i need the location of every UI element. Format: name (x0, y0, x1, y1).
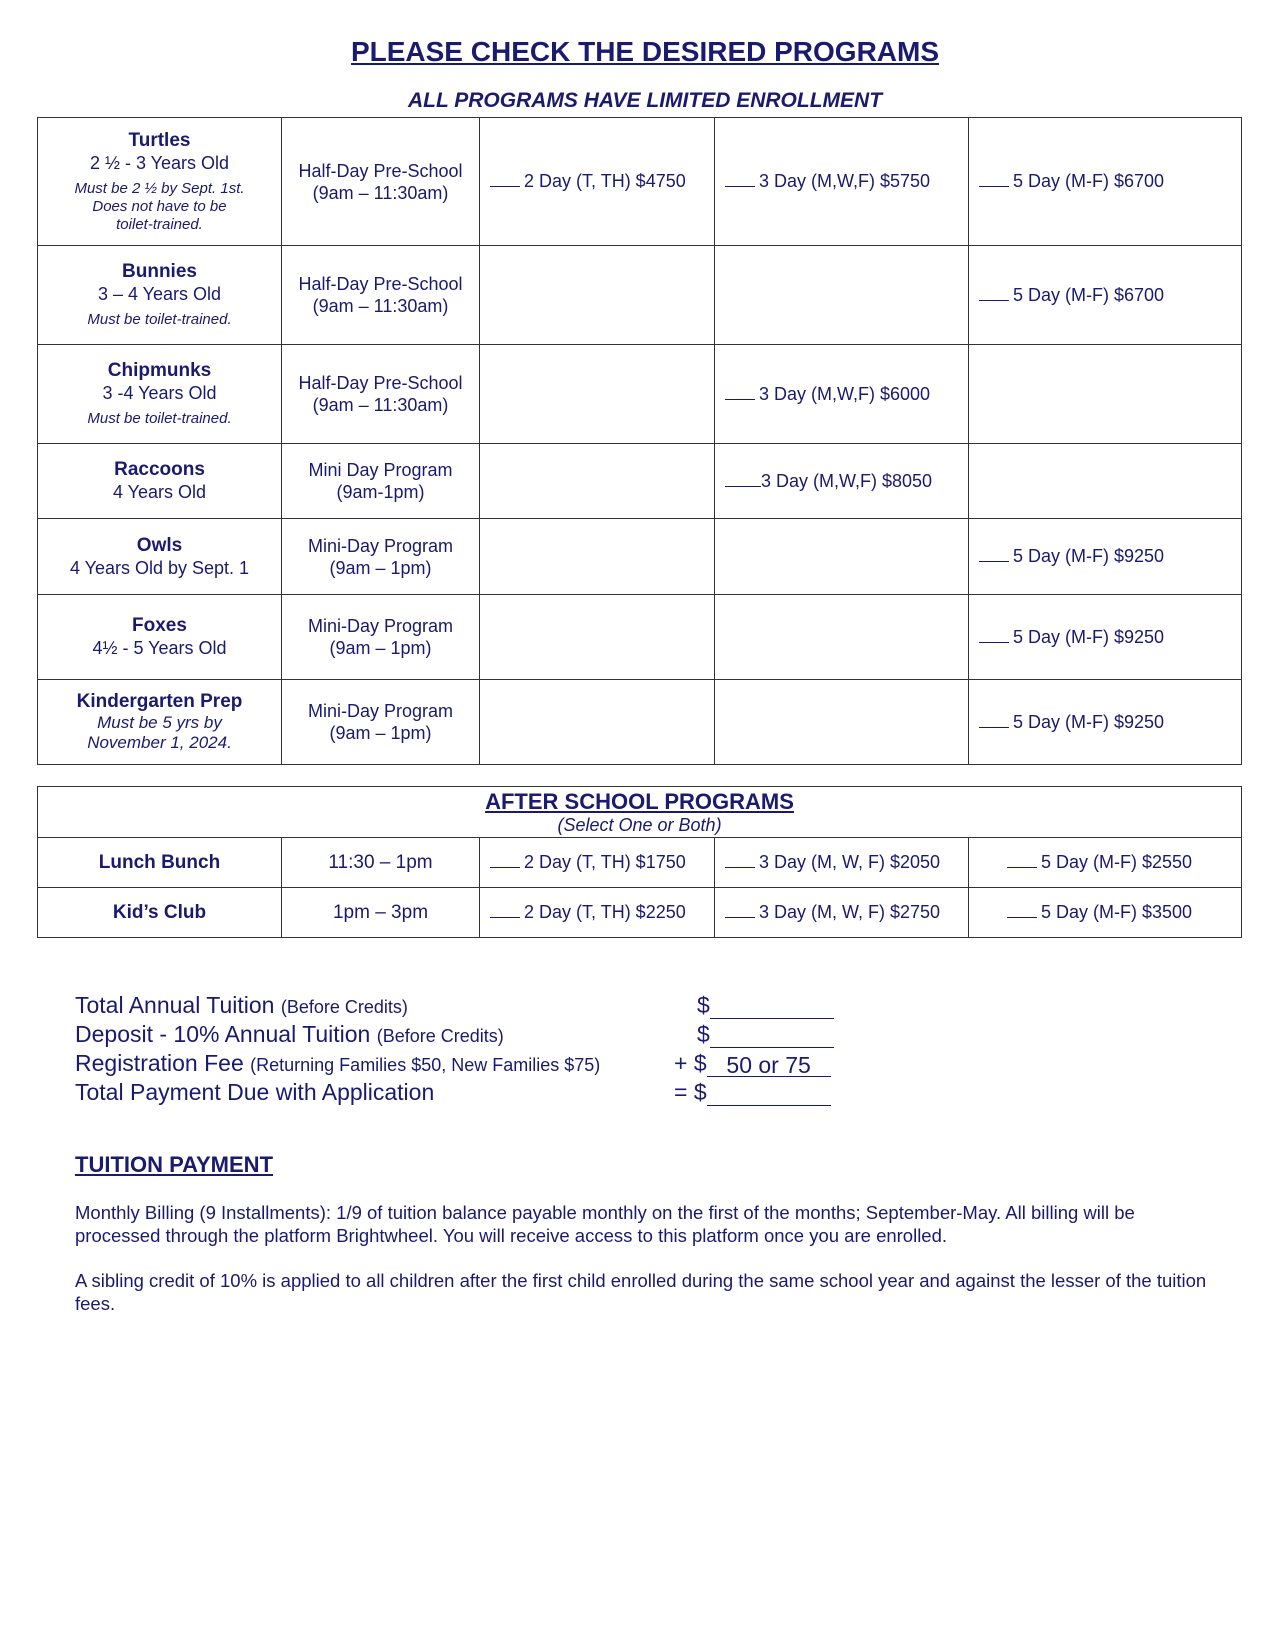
summary-deposit (75, 1021, 504, 1048)
option-label: 5 Day (M-F) $9250 (1013, 546, 1165, 566)
after-option-2-day[interactable] (480, 838, 715, 888)
program-age: 2 ½ - 3 Years Old (89, 152, 230, 173)
checkbox-blank[interactable] (979, 713, 1009, 728)
program-type-line: (9am – 1pm) (329, 723, 432, 743)
option-3-day[interactable] (715, 444, 969, 519)
program-type-line: (9am-1pm) (336, 482, 425, 502)
after-option-5-day[interactable] (969, 888, 1242, 938)
tuition-payment-p2: A sibling credit of 10% is applied to all children after the first child enrolled during the same school year and against the lesser of the tuition fees. (75, 1270, 1207, 1314)
option-label: 5 Day (M-F) $6700 (1013, 171, 1165, 191)
program-type-cell (282, 519, 480, 595)
after-school-header (38, 787, 1242, 838)
program-row (38, 345, 1242, 444)
after-option-3-day[interactable] (715, 888, 969, 938)
total-prefix: = $ (674, 1079, 707, 1105)
after-school-table (37, 786, 1242, 938)
tuition-prefix: $ (697, 992, 710, 1018)
program-age: 4½ - 5 Years Old (92, 638, 227, 658)
after-school-name: Kid’s Club (38, 888, 282, 938)
summary-tuition-label: Total Annual Tuition (75, 992, 275, 1018)
checkbox-blank[interactable] (490, 172, 520, 187)
summary-tuition (75, 992, 408, 1019)
option-3-day (715, 595, 969, 680)
program-name-cell (38, 444, 282, 519)
program-note: Must be 2 ½ by Sept. 1st. (74, 179, 245, 197)
deposit-blank[interactable] (710, 1023, 834, 1048)
program-note: Must be 5 yrs by (97, 713, 222, 732)
summary-total-label: Total Payment Due with Application (75, 1079, 435, 1105)
option-5-day[interactable] (969, 246, 1242, 345)
after-school-time: 11:30 – 1pm (282, 838, 480, 888)
checkbox-blank[interactable] (725, 472, 761, 487)
option-5-day[interactable] (969, 595, 1242, 680)
summary-total-amount[interactable] (674, 1079, 831, 1106)
option-label: 3 Day (M,W,F) $8050 (761, 470, 933, 491)
program-type-line: Half-Day Pre-School (298, 373, 463, 393)
summary-reg-note: (Returning Families $50, New Families $75) (250, 1055, 601, 1075)
program-note: toilet-trained. (116, 215, 203, 233)
option-5-day[interactable] (969, 680, 1242, 765)
option-label: 5 Day (M-F) $9250 (1013, 711, 1165, 732)
program-name-cell (38, 246, 282, 345)
summary-registration-amount (674, 1050, 831, 1077)
program-type-cell (282, 246, 480, 345)
option-label: 5 Day (M-F) $9250 (1013, 626, 1165, 647)
program-name: Kindergarten Prep (76, 691, 243, 712)
program-age: 3 – 4 Years Old (97, 284, 222, 304)
program-name: Chipmunks (107, 360, 212, 381)
summary-total (75, 1079, 434, 1106)
after-option-3-day[interactable] (715, 838, 969, 888)
program-type-cell (282, 595, 480, 680)
program-type-cell (282, 345, 480, 444)
program-type-line: Mini Day Program (308, 460, 453, 480)
checkbox-blank[interactable] (1007, 903, 1037, 918)
after-option-5-day[interactable] (969, 838, 1242, 888)
option-2-day (480, 246, 715, 345)
checkbox-blank[interactable] (979, 628, 1009, 643)
program-age: 4 Years Old by Sept. 1 (69, 557, 250, 578)
option-3-day (715, 246, 969, 345)
program-type-line: Mini-Day Program (307, 535, 454, 556)
program-type-line: Mini-Day Program (307, 616, 454, 636)
after-school-subheading: (Select One or Both) (557, 815, 722, 835)
option-label: 3 Day (M,W,F) $6000 (759, 383, 931, 404)
program-type-line: (9am – 11:30am) (312, 395, 449, 415)
option-label: 5 Day (M-F) $2550 (1041, 852, 1193, 872)
after-school-row (38, 838, 1242, 888)
tuition-payment-p1: Monthly Billing (9 Installments): 1/9 of tuition balance payable monthly on the first of the months; September-May. All billing will be processed through the platform Brightwheel. You will receive access to this platform once you are enrolled. (75, 1202, 1135, 1246)
checkbox-blank[interactable] (1007, 853, 1037, 868)
summary-deposit-note: (Before Credits) (376, 1026, 504, 1046)
option-label: 5 Day (M-F) $3500 (1041, 902, 1193, 922)
option-2-day (480, 345, 715, 444)
option-label: 2 Day (T, TH) $2250 (524, 902, 686, 922)
program-row (38, 118, 1242, 246)
deposit-prefix: $ (697, 1021, 710, 1047)
program-name-cell (38, 680, 282, 765)
program-note: November 1, 2024. (87, 733, 232, 752)
checkbox-blank[interactable] (490, 903, 520, 918)
after-school-row (38, 888, 1242, 938)
option-label: 2 Day (T, TH) $4750 (524, 171, 686, 191)
checkbox-blank[interactable] (725, 903, 755, 918)
summary-registration (75, 1050, 600, 1077)
page-title: PLEASE CHECK THE DESIRED PROGRAMS (350, 36, 940, 67)
checkbox-blank[interactable] (490, 853, 520, 868)
option-3-day[interactable] (715, 118, 969, 246)
program-note: Must be toilet-trained. (87, 410, 232, 427)
program-row (38, 444, 1242, 519)
option-label: 3 Day (M, W, F) $2750 (759, 902, 941, 922)
checkbox-blank[interactable] (725, 172, 755, 187)
option-label: 5 Day (M-F) $6700 (1013, 284, 1165, 305)
option-2-day (480, 595, 715, 680)
program-row (38, 595, 1242, 680)
program-type-line: (9am – 11:30am) (312, 182, 449, 203)
program-row (38, 246, 1242, 345)
program-type-cell (282, 444, 480, 519)
program-name-cell (38, 345, 282, 444)
option-label: 3 Day (M,W,F) $5750 (759, 171, 931, 191)
program-name: Owls (136, 534, 183, 556)
program-type-cell (282, 118, 480, 246)
program-row (38, 680, 1242, 765)
after-option-2-day[interactable] (480, 888, 715, 938)
program-type-line: Mini-Day Program (307, 701, 454, 721)
program-name: Turtles (128, 129, 191, 151)
option-3-day (715, 519, 969, 595)
checkbox-blank[interactable] (979, 547, 1009, 562)
option-label: 2 Day (T, TH) $1750 (524, 852, 686, 872)
checkbox-blank[interactable] (979, 172, 1009, 187)
program-type-line: Half-Day Pre-School (298, 160, 463, 181)
program-type-line: Half-Day Pre-School (298, 274, 463, 294)
program-name: Bunnies (122, 261, 197, 282)
program-name: Foxes (132, 615, 187, 636)
summary-tuition-amount[interactable] (697, 992, 834, 1019)
option-2-day[interactable] (480, 118, 715, 246)
option-2-day (480, 519, 715, 595)
option-2-day (480, 680, 715, 765)
after-school-heading: AFTER SCHOOL PROGRAMS (485, 789, 794, 814)
checkbox-blank[interactable] (725, 385, 755, 400)
option-5-day[interactable] (969, 519, 1242, 595)
reg-prefix: + $ (674, 1050, 707, 1076)
tuition-payment-heading: TUITION PAYMENT (75, 1152, 274, 1177)
programs-table (37, 117, 1242, 765)
program-type-line: (9am – 11:30am) (312, 296, 449, 316)
program-name-cell (38, 595, 282, 680)
program-name: Raccoons (114, 459, 205, 480)
program-note: Does not have to be (92, 197, 227, 215)
checkbox-blank[interactable] (725, 853, 755, 868)
reg-value: 50 or 75 (707, 1052, 831, 1077)
option-5-day[interactable] (969, 118, 1242, 246)
program-row (38, 519, 1242, 595)
option-5-day (969, 345, 1242, 444)
summary-deposit-amount[interactable] (697, 1021, 834, 1048)
after-school-time: 1pm – 3pm (282, 888, 480, 938)
program-name-cell (38, 519, 282, 595)
option-3-day[interactable] (715, 345, 969, 444)
program-type-cell (282, 680, 480, 765)
summary-tuition-note: (Before Credits) (280, 997, 408, 1017)
total-blank[interactable] (707, 1081, 831, 1106)
checkbox-blank[interactable] (979, 286, 1009, 301)
program-type-line: (9am – 1pm) (329, 557, 432, 578)
program-age: 4 Years Old (112, 482, 207, 502)
option-5-day (969, 444, 1242, 519)
program-type-line: (9am – 1pm) (329, 638, 432, 658)
option-3-day (715, 680, 969, 765)
after-school-name: Lunch Bunch (38, 838, 282, 888)
tuition-blank[interactable] (710, 994, 834, 1019)
summary-deposit-label: Deposit - 10% Annual Tuition (75, 1021, 371, 1047)
page-subtitle: ALL PROGRAMS HAVE LIMITED ENROLLMENT (407, 89, 883, 112)
program-note: Must be toilet-trained. (87, 311, 232, 328)
summary-reg-label: Registration Fee (75, 1050, 244, 1076)
option-2-day (480, 444, 715, 519)
program-name-cell (38, 118, 282, 246)
option-label: 3 Day (M, W, F) $2050 (759, 852, 941, 872)
program-age: 3 -4 Years Old (102, 383, 217, 403)
